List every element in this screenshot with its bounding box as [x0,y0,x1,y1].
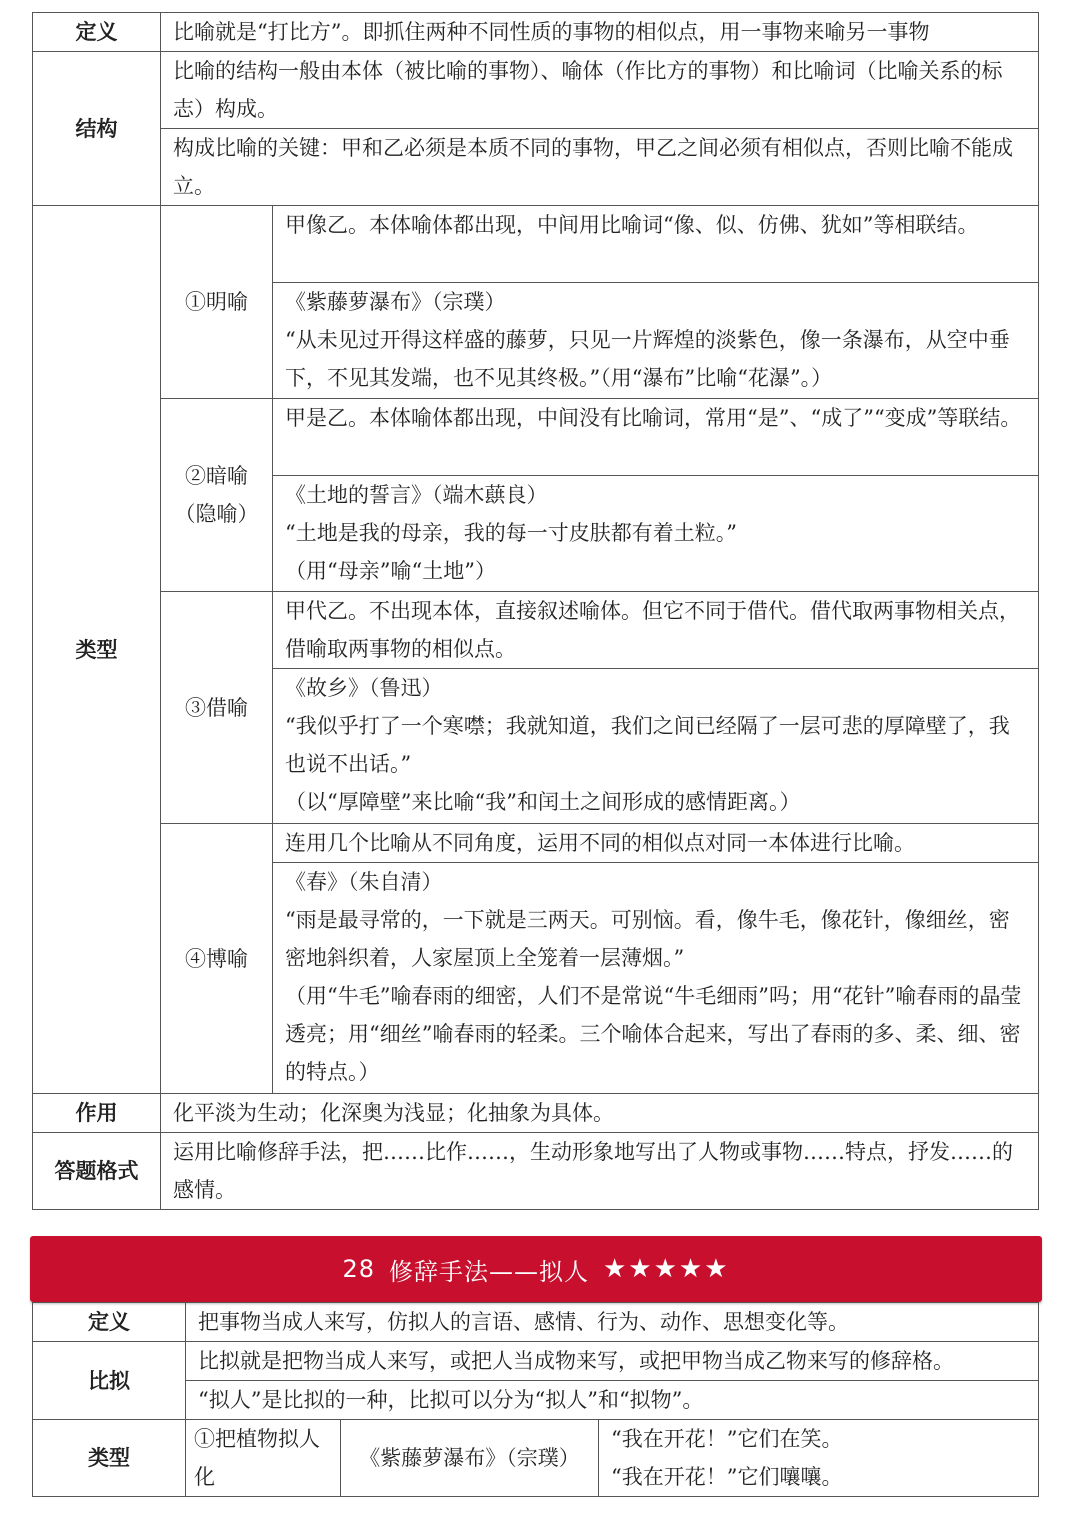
example-text: “土地是我的母亲，我的每一寸皮肤都有着土粒。” [285,521,737,545]
example-source: 《紫藤萝瀑布》（宗璞） [285,290,506,314]
personification-types-label: 类型 [33,1420,186,1497]
analogy-label: 比拟 [33,1342,186,1420]
example-note: （用“牛毛”喻春雨的细密，人们不是常说“牛毛细雨”吗；用“花针”喻春雨的晶莹透亮；用“细丝”喻春雨的轻柔。三个喻体合起来，写出了春雨的多、柔、细、密的特点。） [285,984,1022,1084]
example-source: 《土地的誓言》（端木蕻良） [285,483,548,507]
analogy-text-1: 比拟就是把物当成人来写，或把人当成物来写，或把甲物当成乙物来写的修辞格。 [186,1342,1039,1381]
example-line-2: “我在开花！”它们嚷嚷。 [611,1465,843,1489]
example-note: （以“厚障壁”来比喻“我”和闰土之间形成的感情距离。） [285,790,801,814]
definition-label: 定义 [33,13,161,52]
structure-text-2: 构成比喻的关键：甲和乙必须是本质不同的事物，甲乙之间必须有相似点，否则比喻不能成立。 [161,129,1039,206]
answer-format-label: 答题格式 [33,1133,161,1210]
answer-format-text: 运用比喻修辞手法，把……比作……，生动形象地写出了人物或事物……特点，抒发……的感情。 [161,1133,1039,1210]
effect-label: 作用 [33,1094,161,1133]
metaphor-table [32,12,1039,1210]
type-name-metonymic-metaphor: ③借喻 [161,592,273,824]
example-line-1: “我在开花！”它们在笑。 [611,1427,843,1451]
section-banner [30,1236,1042,1302]
type-desc-metonymic-metaphor: 甲代乙。不出现本体，直接叙述喻体。但它不同于借代。借代取两事物相关点，借喻取两事物的相似点。 [273,592,1039,669]
type-name-extended-metaphor: ④博喻 [161,824,273,1094]
type-plant-examples [599,1420,1039,1497]
type-example-metaphor [273,476,1039,592]
example-text: “雨是最寻常的，一下就是三两天。可别恼。看，像牛毛，像花针，像细丝，密密地斜织着，人家屋顶上全笼着一层薄烟。” [285,908,1010,970]
type-desc-metaphor: 甲是乙。本体喻体都出现，中间没有比喻词，常用“是”、“成了”“变成”等联结。 [273,399,1039,476]
definition-text: 比喻就是“打比方”。即抓住两种不同性质的事物的相似点，用一事物来喻另一事物 [161,13,1039,52]
example-note: （用“母亲”喻“土地”） [285,559,496,583]
rating-stars-icon: ★★★★★ [603,1254,730,1284]
type-desc-extended-metaphor: 连用几个比喻从不同角度，运用不同的相似点对同一本体进行比喻。 [273,824,1039,863]
personification-definition-label: 定义 [33,1303,186,1342]
type-name-metaphor: ②暗喻（隐喻） [161,399,273,592]
type-example-metonymic-metaphor [273,669,1039,824]
personification-definition-text: 把事物当成人来写，仿拟人的言语、感情、行为、动作、思想变化等。 [186,1303,1039,1342]
effect-text: 化平淡为生动；化深奥为浅显；化抽象为具体。 [161,1094,1039,1133]
types-label: 类型 [33,206,161,1094]
personification-table [32,1302,1039,1497]
section-number: 28 [342,1255,375,1283]
type-example-simile [273,283,1039,399]
type-plant-source: 《紫藤萝瀑布》（宗璞） [341,1420,599,1497]
example-text: “我似乎打了一个寒噤；我就知道，我们之间已经隔了一层可悲的厚障壁了，我也说不出话。” [285,714,1010,776]
example-text: “从未见过开得这样盛的藤萝，只见一片辉煌的淡紫色，像一条瀑布，从空中垂下，不见其发端，也不见其终极。”（用“瀑布”比喻“花瀑”。） [285,328,1010,390]
structure-text-1: 比喻的结构一般由本体（被比喻的事物）、喻体（作比方的事物）和比喻词（比喻关系的标志）构成。 [161,52,1039,129]
type-plant-personified: ①把植物拟人化 [186,1420,341,1497]
type-name-simile: ①明喻 [161,206,273,399]
analogy-text-2: “拟人”是比拟的一种，比拟可以分为“拟人”和“拟物”。 [186,1381,1039,1420]
type-desc-simile: 甲像乙。本体喻体都出现，中间用比喻词“像、似、仿佛、犹如”等相联结。 [273,206,1039,283]
section-title: 修辞手法——拟人 [389,1257,589,1286]
example-source: 《春》（朱自清） [285,870,443,894]
example-source: 《故乡》（鲁迅） [285,676,443,700]
structure-label: 结构 [33,52,161,206]
type-example-extended-metaphor [273,863,1039,1094]
